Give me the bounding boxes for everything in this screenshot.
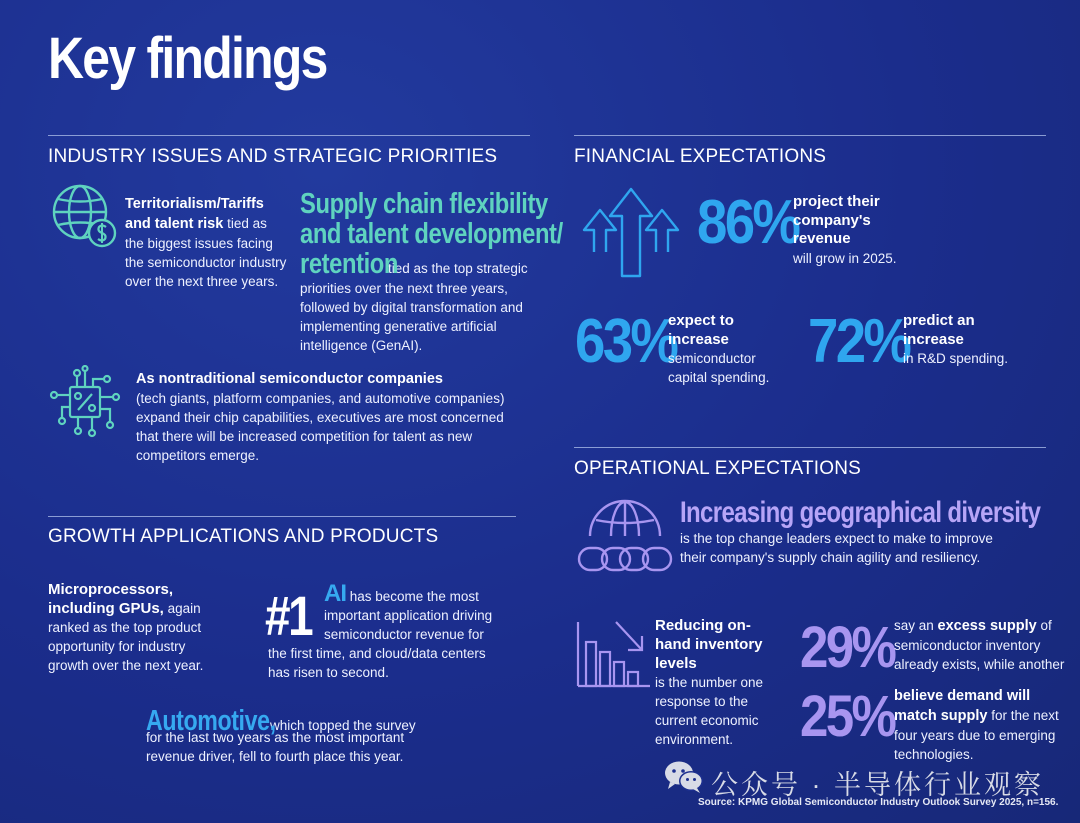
operational-heading: OPERATIONAL EXPECTATIONS xyxy=(574,458,862,479)
arrows-up-icon xyxy=(576,186,686,278)
operational-stat2-bold: believe demand will match supply xyxy=(894,688,1031,724)
growth-item1-bold: Microprocessors, including GPUs, xyxy=(48,581,174,617)
financial-stat1-desc xyxy=(793,193,913,268)
industry-item2-highlight-line3: retention xyxy=(300,248,399,280)
financial-stat2-desc xyxy=(668,312,786,387)
industry-item3-bold: As nontraditional semiconductor companies xyxy=(136,371,443,387)
source-note: Source: KPMG Global Semiconductor Industry Outlook Survey 2025, n=156. xyxy=(698,797,1059,808)
industry-item2 xyxy=(300,188,563,355)
industry-heading: INDUSTRY ISSUES AND STRATEGIC PRIORITIES xyxy=(48,146,498,167)
financial-stat3: 72% xyxy=(808,307,910,376)
growth-item2-text-line2: important application driving xyxy=(324,608,493,623)
industry-item3-text: (tech giants, platform companies, and automotive companies) expand their chip capabilities, executives are most concerned that there will be increased competition for talent as new competitors emerge. xyxy=(136,391,505,463)
industry-item2-text-rest: priorities over the next three years, followed by digital transformation and implementing generative artificial intelligence (GenAI). xyxy=(300,281,523,353)
financial-stat2-text: semiconductor capital spending. xyxy=(668,351,770,385)
industry-item1-bold: Territorialism/Tariffs and talent risk xyxy=(125,196,264,232)
operational-rule xyxy=(574,447,1046,448)
industry-item2-text-line1: tied as the top strategic xyxy=(388,261,528,276)
industry-rule xyxy=(48,135,530,136)
industry-item3 xyxy=(136,370,516,465)
operational-item2-text: is the number one response to the current economic environment. xyxy=(655,675,764,747)
growth-item2-text-line1: has become the most xyxy=(349,589,479,604)
operational-item2 xyxy=(578,616,778,749)
operational-stat1: 29% xyxy=(800,615,895,680)
growth-heading: GROWTH APPLICATIONS AND PRODUCTS xyxy=(48,526,439,547)
growth-item2-text-rest: the first time, and cloud/data centers has risen to second. xyxy=(268,646,486,680)
growth-item1-text: again ranked as the top product opportunity for industry growth over the next year. xyxy=(48,601,204,673)
growth-item1 xyxy=(48,580,228,675)
growth-item3-highlight: Automotive, xyxy=(146,705,276,737)
industry-item1-text: tied as the biggest issues facing the semiconductor industry over the next three years. xyxy=(125,216,287,289)
operational-stat2: 25% xyxy=(800,684,895,749)
financial-stat3-desc xyxy=(903,312,1023,368)
operational-stat1-desc xyxy=(894,616,1074,674)
financial-stat2: 63% xyxy=(575,307,677,376)
operational-stat2-desc xyxy=(894,686,1059,764)
financial-stat1-text: will grow in 2025. xyxy=(793,250,897,266)
watermark: 公众号 · 半导体行业观察 xyxy=(711,770,1044,800)
growth-item2-highlight: AI xyxy=(324,580,346,607)
circuit-percent-icon xyxy=(48,365,122,439)
financial-stat2-bold: expect to increase xyxy=(668,312,734,348)
growth-rule xyxy=(48,516,516,517)
operational-item1 xyxy=(680,497,1040,567)
wechat-icon xyxy=(664,760,704,794)
financial-heading: FINANCIAL EXPECTATIONS xyxy=(574,146,827,167)
industry-item2-highlight-line1: Supply chain flexibility xyxy=(300,188,548,220)
growth-item3 xyxy=(146,706,436,766)
page-title: Key findings xyxy=(48,26,327,91)
operational-item2-bold: Reducing on-hand inventory levels xyxy=(655,617,763,672)
growth-item3-text-rest: for the last two years as the most important revenue driver, fell to fourth place this year. xyxy=(146,730,405,764)
industry-item2-highlight-line2: and talent development/ xyxy=(300,218,563,250)
operational-stat1-bold: excess supply xyxy=(937,618,1037,634)
industry-item1 xyxy=(48,194,288,291)
financial-rule xyxy=(574,135,1046,136)
financial-stat1: 86% xyxy=(697,188,799,257)
growth-item2-text-line3: semiconductor revenue for xyxy=(324,627,484,642)
growth-item2 xyxy=(268,580,508,682)
financial-stat1-bold: project their company's revenue xyxy=(793,193,880,247)
growth-rank: #1 xyxy=(265,584,312,647)
operational-stat2-text: for the next four years due to emerging technologies. xyxy=(894,708,1059,762)
operational-stat1-pre: say an xyxy=(894,618,934,633)
growth-item3-text-line1: which topped the survey xyxy=(270,718,416,733)
financial-stat3-text: in R&D spending. xyxy=(903,351,1009,366)
globe-chain-icon xyxy=(576,492,674,576)
operational-item1-highlight: Increasing geographical diversity xyxy=(680,496,1041,529)
operational-item1-text: is the top change leaders expect to make to improve their company's supply chain agility and resiliency. xyxy=(680,531,993,565)
operational-stat1-text: of semiconductor inventory already exists, while another xyxy=(894,618,1065,672)
financial-stat3-bold: predict an increase xyxy=(903,312,975,348)
